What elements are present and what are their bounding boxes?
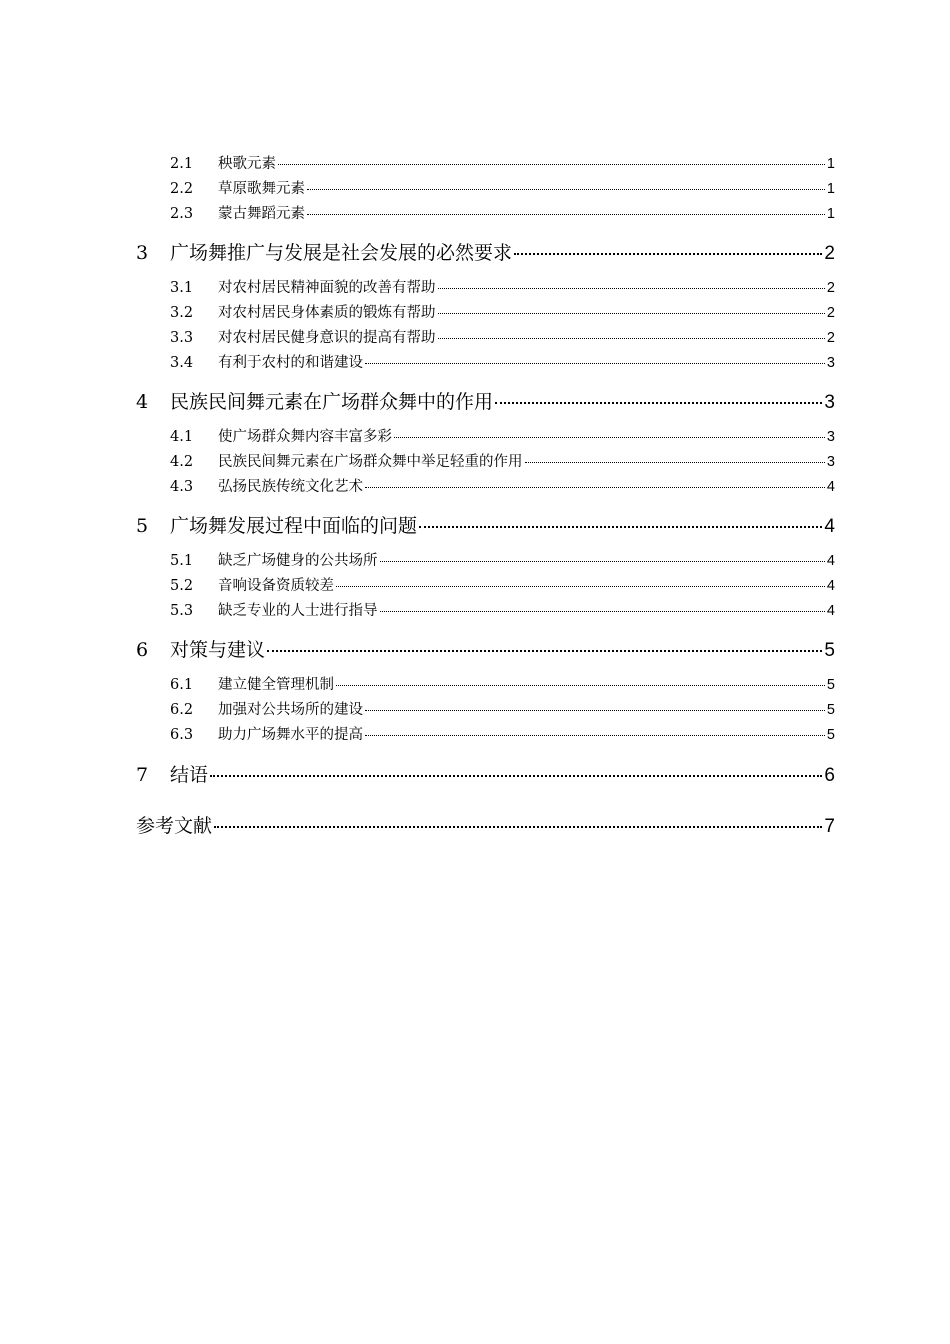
toc-dot-leader [394,422,825,438]
toc-entry-page: 7 [824,816,835,837]
toc-dot-leader [438,323,825,339]
toc-entry-page: 5 [826,726,835,743]
toc-entry-page: 4 [826,602,835,619]
toc-entry-title: 秧歌元素 [218,155,276,172]
toc-entry-5-3[interactable] [170,599,835,618]
toc-dot-leader [514,234,822,255]
toc-entry-title: 对策与建议 [170,639,266,661]
toc-entry-5-2[interactable] [170,574,835,593]
toc-entry-5-1[interactable] [170,549,835,568]
toc-entry-page: 5 [826,701,835,718]
toc-entry-title: 参考文献 [136,815,213,837]
toc-entry-title: 广场舞发展过程中面临的问题 [170,515,418,537]
toc-entry-4-3[interactable] [170,475,835,494]
toc-entry-page: 4 [826,478,835,495]
toc-entry-4[interactable] [136,387,835,412]
toc-entry-page: 2 [824,243,835,264]
toc-entry-title: 草原歌舞元素 [218,180,305,197]
toc-dot-leader [380,596,825,612]
toc-entry-page: 3 [824,392,835,413]
toc-entry-title: 缺乏广场健身的公共场所 [218,552,378,569]
toc-dot-leader [438,273,825,289]
toc-entry-number: 6.2 [170,701,194,718]
toc-entry-number: 4 [136,391,149,413]
toc-dot-leader [365,695,825,711]
toc-entry-page: 1 [826,180,835,197]
toc-entry-page: 1 [826,155,835,172]
toc-entry-number: 5.1 [170,552,194,569]
toc-dot-leader [365,720,825,736]
toc-entry-page: 3 [826,453,835,470]
toc-entry-title: 使广场群众舞内容丰富多彩 [218,428,392,445]
toc-dot-leader [525,447,825,463]
toc-dot-leader [336,670,825,686]
toc-entry-2-1[interactable] [170,152,835,171]
toc-entry-title: 民族民间舞元素在广场群众舞中举足轻重的作用 [218,453,523,470]
toc-entry-title: 对农村居民身体素质的锻炼有帮助 [218,304,436,321]
toc-dot-leader [419,507,822,528]
toc-dot-leader [267,631,822,652]
toc-entry-3-4[interactable] [170,351,835,370]
toc-entry-6[interactable] [136,635,835,660]
toc-entry-page: 5 [824,640,835,661]
toc-entry-title: 音响设备资质较差 [218,577,334,594]
toc-entry-title: 建立健全管理机制 [218,676,334,693]
toc-entry-number: 3.4 [170,354,194,371]
toc-entry-page: 4 [826,552,835,569]
toc-entry-number: 5 [136,515,149,537]
toc-dot-leader [307,199,825,215]
toc-entry-6-2[interactable] [170,698,835,717]
toc-entry-page: 6 [824,765,835,786]
toc-entry-title: 广场舞推广与发展是社会发展的必然要求 [170,242,513,264]
toc-entry-title: 助力广场舞水平的提高 [218,726,363,743]
toc-entry-6-1[interactable] [170,673,835,692]
toc-entry-3-2[interactable] [170,301,835,320]
toc-entry-6-3[interactable] [170,723,835,742]
toc-entry-number: 3.2 [170,304,194,321]
toc-dot-leader [380,546,825,562]
toc-entry-number: 6.1 [170,676,194,693]
toc-entry-number: 4.1 [170,428,194,445]
toc-entry-number: 6 [136,639,149,661]
toc-entry-page: 4 [824,516,835,537]
toc-entry-page: 1 [826,205,835,222]
toc-entry-number: 5.3 [170,602,194,619]
toc-entry-number: 3.1 [170,279,194,296]
toc-entry-title: 对农村居民精神面貌的改善有帮助 [218,279,436,296]
toc-entry-3-3[interactable] [170,326,835,345]
toc-entry-2-3[interactable] [170,202,835,221]
toc-entry-number: 3.3 [170,329,194,346]
toc-entry-title: 缺乏专业的人士进行指导 [218,602,378,619]
toc-entry-number: 3 [136,242,149,264]
toc-entry-number: 2.2 [170,180,194,197]
toc-dot-leader [278,149,825,165]
toc-entry-page: 2 [826,329,835,346]
toc-dot-leader [336,571,825,587]
toc-entry-page: 2 [826,279,835,296]
toc-entry-4-1[interactable] [170,425,835,444]
toc-dot-leader [365,472,825,488]
toc-entry-references[interactable] [136,811,835,836]
toc-dot-leader [365,348,825,364]
toc-entry-page: 3 [826,354,835,371]
toc-entry-3-1[interactable] [170,276,835,295]
toc-entry-title: 蒙古舞蹈元素 [218,205,305,222]
toc-entry-4-2[interactable] [170,450,835,469]
toc-entry-title: 民族民间舞元素在广场群众舞中的作用 [170,391,494,413]
toc-entry-5[interactable] [136,511,835,536]
toc-entry-title: 有利于农村的和谐建设 [218,354,363,371]
toc-entry-page: 3 [826,428,835,445]
toc-entry-number: 6.3 [170,726,194,743]
toc-entry-number: 4.2 [170,453,194,470]
toc-entry-number: 5.2 [170,577,194,594]
toc-entry-title: 弘扬民族传统文化艺术 [218,478,363,495]
toc-entry-page: 2 [826,304,835,321]
toc-entry-number: 2.1 [170,155,194,172]
toc-entry-2-2[interactable] [170,177,835,196]
toc-entry-title: 结语 [170,764,209,786]
toc-entry-title: 对农村居民健身意识的提高有帮助 [218,329,436,346]
toc-dot-leader [214,807,822,828]
toc-dot-leader [210,756,822,777]
toc-entry-3[interactable] [136,238,835,263]
toc-entry-page: 4 [826,577,835,594]
toc-dot-leader [495,383,822,404]
toc-dot-leader [307,174,825,190]
toc-dot-leader [438,298,825,314]
toc-entry-7[interactable] [136,760,835,785]
toc-entry-title: 加强对公共场所的建设 [218,701,363,718]
toc-entry-number: 2.3 [170,205,194,222]
toc-entry-page: 5 [826,676,835,693]
toc-entry-number: 4.3 [170,478,194,495]
toc-entry-number: 7 [136,764,149,786]
